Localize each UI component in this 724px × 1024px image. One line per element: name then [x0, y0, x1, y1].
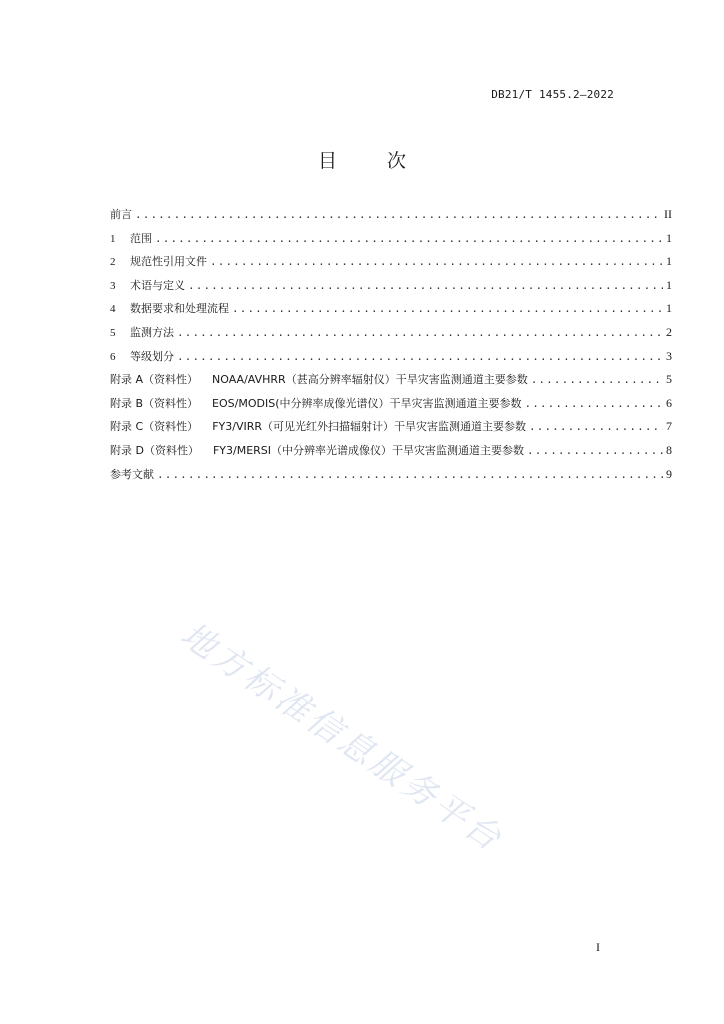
toc-dot-leader	[210, 255, 663, 268]
table-of-contents	[110, 206, 672, 489]
toc-entry-foreword[interactable]	[110, 206, 672, 230]
toc-label: EOS/MODIS(中分辨率成像光谱仪）干旱灾害监测通道主要参数	[212, 396, 522, 410]
toc-dot-leader	[177, 350, 663, 363]
toc-dot-leader	[531, 373, 663, 386]
toc-page-number: 6	[666, 395, 672, 410]
toc-page-number: 8	[666, 442, 672, 457]
toc-entry-data-requirements[interactable]	[110, 300, 672, 324]
toc-annex-prefix: 附录 B（资料性）	[110, 396, 199, 410]
toc-page-number: 1	[666, 230, 672, 245]
toc-section-number: 6	[110, 350, 116, 363]
toc-page-number: II	[664, 207, 672, 221]
toc-section-number: 2	[110, 256, 116, 269]
toc-entry-grading[interactable]	[110, 348, 672, 372]
toc-page-number: 7	[666, 419, 672, 434]
toc-section-number: 5	[110, 326, 116, 339]
toc-page-number: 1	[666, 254, 672, 269]
toc-dot-leader	[135, 208, 661, 221]
toc-label: 术语与定义	[130, 278, 185, 292]
watermark-text: 地方标准信息服务平台	[173, 614, 511, 861]
page-number: I	[596, 940, 600, 954]
toc-label: NOAA/AVHRR（甚高分辨率辐射仪）干旱灾害监测通道主要参数	[212, 373, 528, 387]
toc-dot-leader	[188, 279, 663, 292]
toc-page-number: 5	[666, 372, 672, 387]
toc-label: 范围	[130, 231, 152, 245]
toc-page-number: 1	[666, 277, 672, 292]
toc-page-number: 9	[666, 466, 672, 481]
page-title: 目 次	[317, 150, 429, 172]
toc-entry-normative-references[interactable]	[110, 253, 672, 277]
toc-dot-leader	[155, 232, 663, 245]
toc-dot-leader	[177, 326, 663, 339]
toc-entry-annex-b[interactable]	[110, 395, 672, 419]
toc-dot-leader	[232, 302, 663, 315]
toc-section-number: 1	[110, 232, 116, 245]
toc-page-number: 3	[666, 348, 672, 363]
toc-section-number: 4	[110, 303, 116, 316]
toc-annex-prefix: 附录 C（资料性）	[110, 420, 199, 434]
toc-label: 监测方法	[130, 325, 174, 339]
toc-dot-leader	[527, 444, 663, 457]
toc-label: FY3/MERSI（中分辨率光谱成像仪）干旱灾害监测通道主要参数	[212, 443, 525, 457]
toc-section-number: 3	[110, 279, 116, 292]
toc-dot-leader	[529, 420, 663, 433]
toc-label: FY3/VIRR（可见光红外扫描辐射计）干旱灾害监测通道主要参数	[212, 420, 526, 434]
toc-label: 等级划分	[130, 349, 174, 363]
toc-page-number: 2	[666, 324, 672, 339]
toc-page-number: 1	[666, 301, 672, 316]
toc-entry-annex-d[interactable]	[110, 442, 672, 466]
toc-annex-prefix: 附录 D（资料性）	[110, 443, 199, 457]
toc-entry-terms-definitions[interactable]	[110, 277, 672, 301]
toc-label: 参考文献	[110, 467, 154, 481]
toc-entry-annex-c[interactable]	[110, 418, 672, 442]
toc-dot-leader	[157, 468, 663, 481]
toc-entry-monitoring-methods[interactable]	[110, 324, 672, 348]
document-code: DB21/T 1455.2—2022	[491, 88, 614, 101]
toc-entry-bibliography[interactable]	[110, 466, 672, 490]
toc-label: 规范性引用文件	[130, 255, 207, 269]
toc-dot-leader	[524, 397, 663, 410]
toc-entry-scope[interactable]	[110, 230, 672, 254]
toc-label: 前言	[110, 208, 132, 221]
toc-annex-prefix: 附录 A（资料性）	[110, 373, 199, 387]
toc-label: 数据要求和处理流程	[130, 302, 229, 316]
toc-entry-annex-a[interactable]	[110, 371, 672, 395]
